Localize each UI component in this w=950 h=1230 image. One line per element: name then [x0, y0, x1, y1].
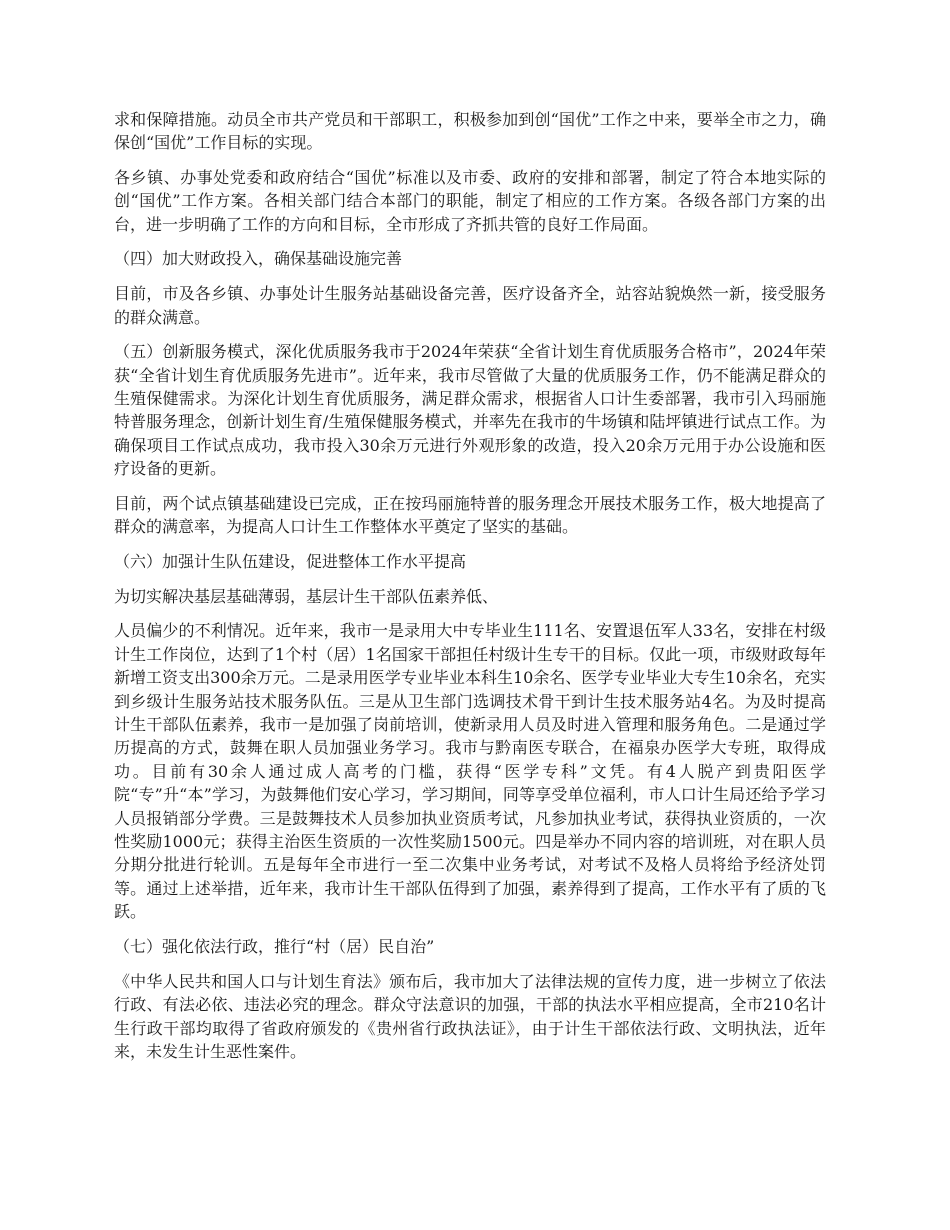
paragraph: 求和保障措施。动员全市共产党员和干部职工，积极参加到创“国优”工作之中来，要举全市之力，确保创“国优”工作目标的实现。 — [114, 110, 826, 153]
paragraph: 各乡镇、办事处党委和政府结合“国优”标准以及市委、政府的安排和部署，制定了符合本地实际的创“国优”工作方案。各相关部门结合本部门的职能，制定了相应的工作方案。各级各部门方案的出台，进一步明确了工作的方向和目标，全市形成了齐抓共管的良好工作局面。 — [114, 167, 826, 234]
paragraph: 目前，两个试点镇基础建设已完成，正在按玛丽施特普的服务理念开展技术服务工作，极大地提高了群众的满意率，为提高人口计生工作整体水平奠定了坚实的基础。 — [114, 493, 826, 537]
section-heading: （七）强化依法行政，推行“村（居）民自治” — [114, 936, 435, 956]
paragraph: 人员偏少的不利情况。近年来，我市一是录用大中专毕业生111名、安置退伍军人33名，安排在村级计生工作岗位，达到了1个村（居）1名国家干部担任村级计生专干的目标。仅此一项，市级财政每年新增工资支出300余万元。二是录用医学专业毕业本科生10余名、医学专业毕业大专生10余名，充实到乡级计生服务站技术服务队伍。三是从卫生部门选调技术骨干到计生技术服务站4名。为及时提高计生干部队伍素养，我市一是加强了岗前培训，使新录用人员及时进入管理和服务角色。二是通过学历提高的方式，鼓舞在职人员加强业务学习。我市与黔南医专联合，在福泉办医学大专班，取得成功。目前有30余人通过成人高考的门槛，获得“医学专科”文凭。有4人脱产到贵阳医学院“专”升“本”学习，为鼓舞他们安心学习，学习期间，同等享受单位福利，市人口计生局还给予学习人员报销部分学费。三是鼓舞技术人员参加执业资质考试，凡参加执业考试，获得执业资质的，一次性奖励1000元；获得主治医生资质的一次性奖励1500元。四是举办不同内容的培训班，对在职人员分期分批进行轮训。五是每年全市进行一至二次集中业务考试，对考试不及格人员将给予经济处罚等。通过上述举措，近年来，我市计生干部队伍得到了加强，素养得到了提高，工作水平有了质的飞跃。 — [114, 621, 826, 922]
section-heading: （六）加强计生队伍建设，促进整体工作水平提高 — [114, 551, 467, 571]
document-body — [114, 108, 826, 1075]
paragraph: 为切实解决基层基础薄弱，基层计生干部队伍素养低、 — [114, 586, 499, 606]
section-heading: （四）加大财政投入，确保基础设施完善 — [114, 249, 403, 269]
paragraph: （五）创新服务模式，深化优质服务我市于2024年荣获“全省计划生育优质服务合格市”，2024年荣获“全省计划生育优质服务先进市”。近年来，我市尽管做了大量的优质服务工作，仍不能满足群众的生殖保健需求。为深化计划生育优质服务，满足群众需求，根据省人口计生委部署，我市引入玛丽施特普服务理念，创新计划生育/生殖保健服务模式，并率先在我市的牛场镇和陆坪镇进行试点工作。为确保项目工作试点成功，我市投入30余万元进行外观形象的改造，投入20余万元用于办公设施和医疗设备的更新。 — [114, 342, 826, 479]
paragraph: 目前，市及各乡镇、办事处计生服务站基础设备完善，医疗设备齐全，站容站貌焕然一新，接受服务的群众满意。 — [114, 284, 826, 327]
paragraph: 《中华人民共和国人口与计划生育法》颁布后，我市加大了法律法规的宣传力度，进一步树立了依法行政、有法必依、违法必究的理念。群众守法意识的加强，干部的执法水平相应提高，全市210名计生行政干部均取得了省政府颁发的《贵州省行政执法证》，由于计生干部依法行政、文明执法，近年来，未发生计生恶性案件。 — [114, 972, 826, 1062]
